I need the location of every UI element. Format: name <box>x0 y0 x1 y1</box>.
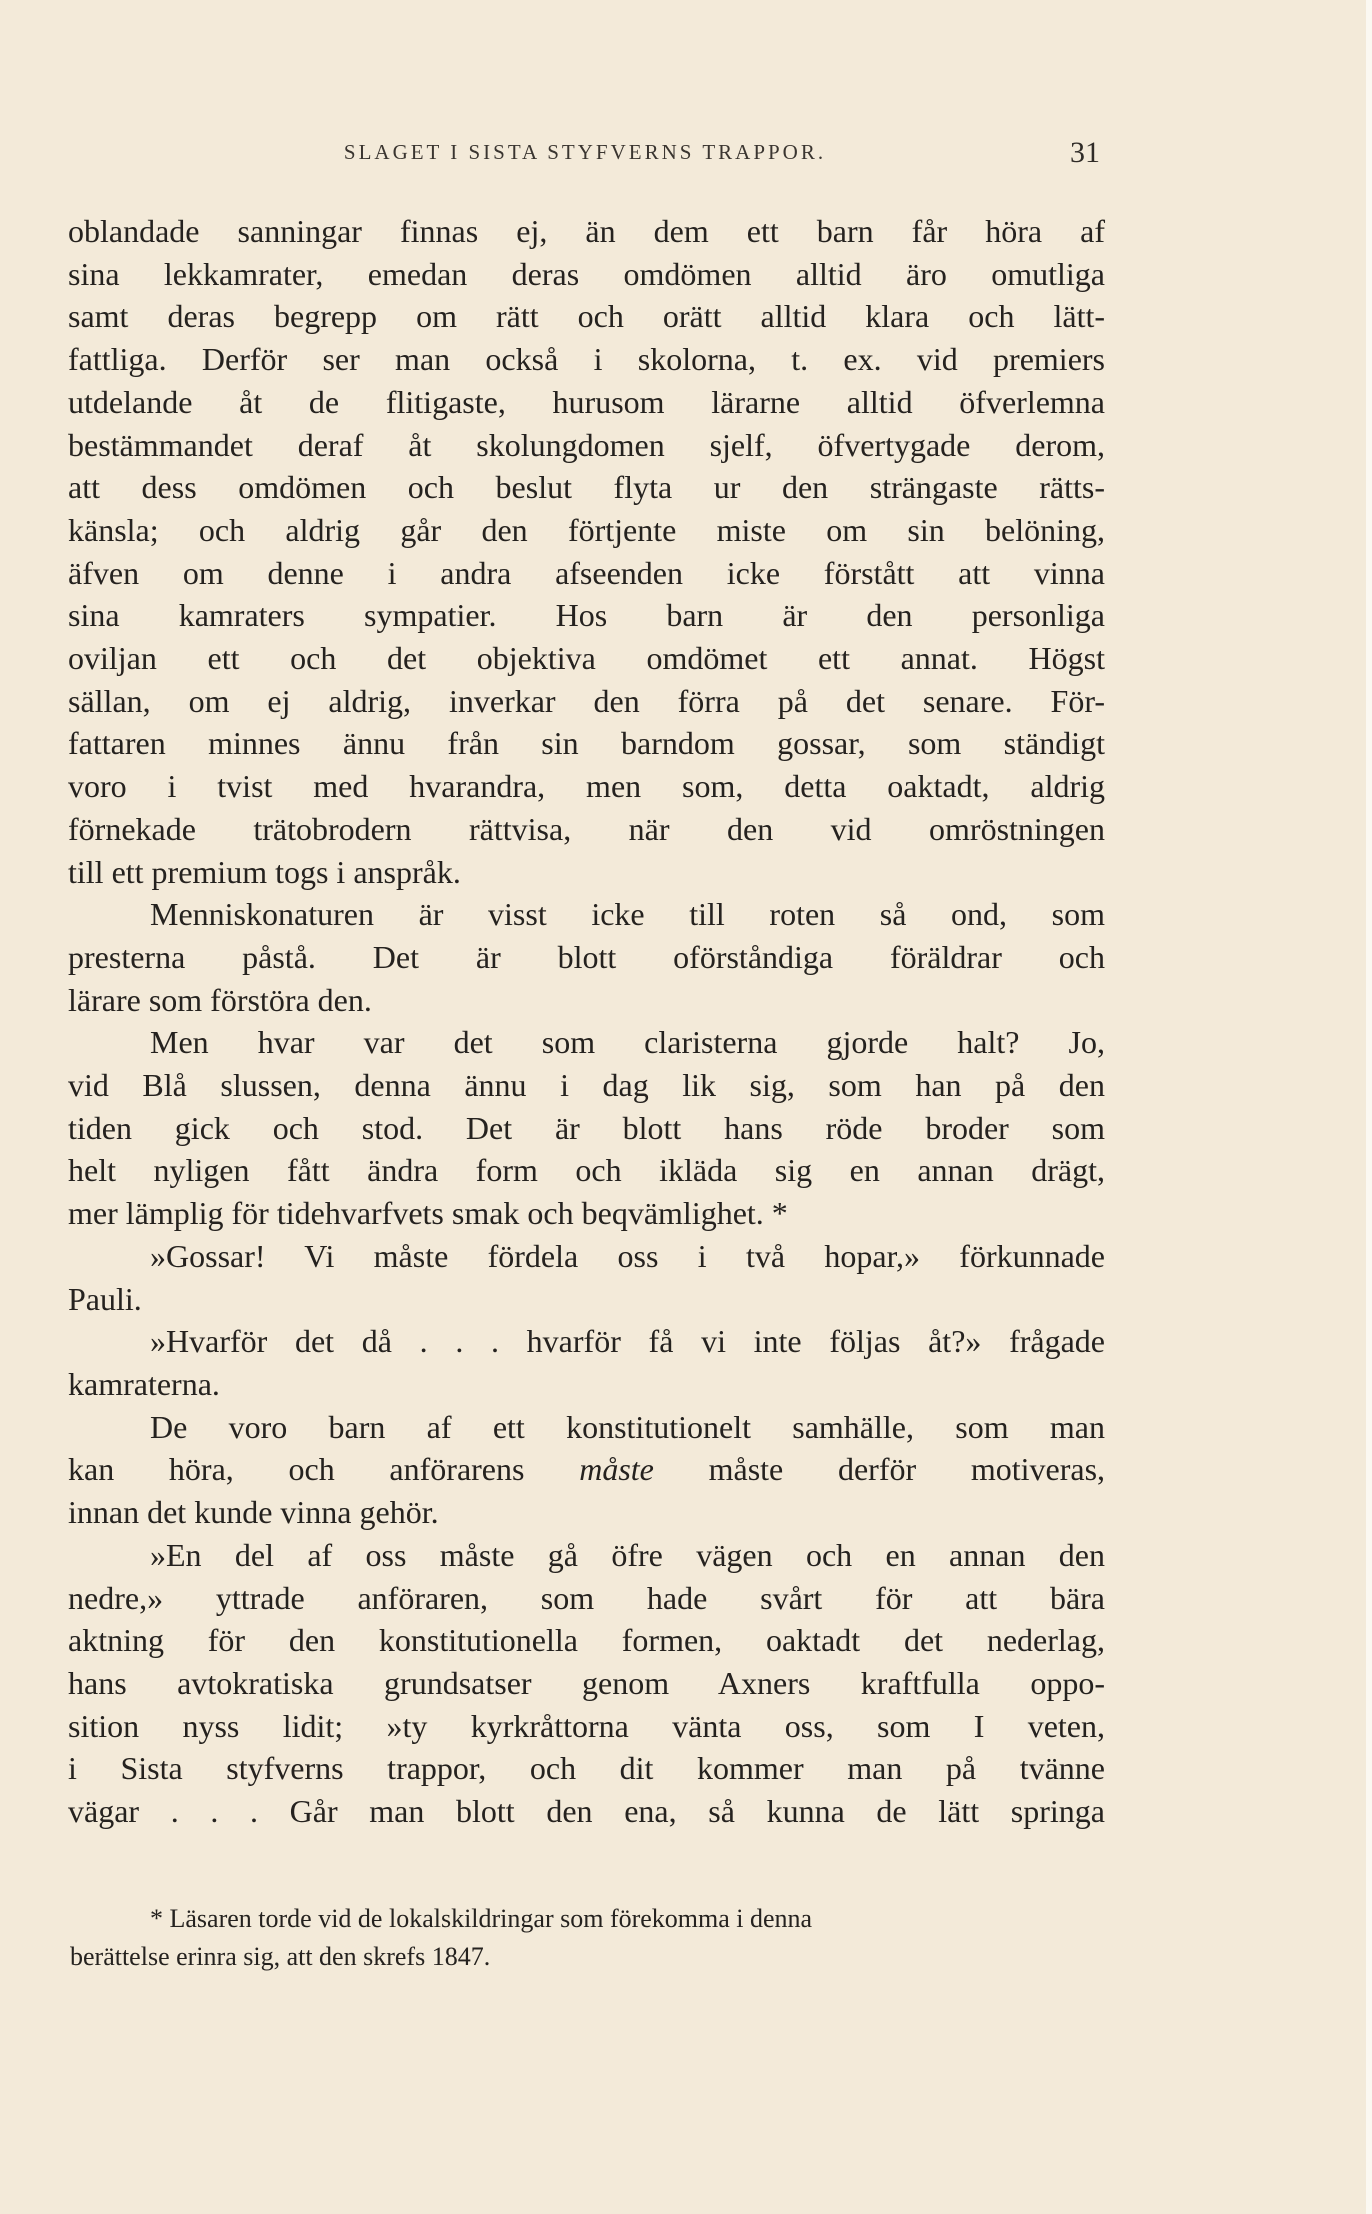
body-text <box>68 210 1105 1833</box>
page-number: 31 <box>1070 136 1100 169</box>
text-line: De voro barn af ett konstitutionelt samhälle, som man <box>150 1408 1105 1445</box>
text-line: presterna påstå. Det är blott oförståndiga föräldrar och <box>68 938 1105 975</box>
text-line: fattaren minnes ännu från sin barndom gossar, som ständigt <box>68 725 1105 762</box>
footnote <box>70 1900 1105 1976</box>
text-line: bestämmandet deraf åt skolungdomen sjelf, öfvertygade derom, <box>68 426 1105 463</box>
text-line: oviljan ett och det objektiva omdömet ett annat. Högst <box>68 640 1105 677</box>
text-line: »Gossar! Vi måste fördela oss i två hopar,» förkunnade <box>150 1237 1105 1274</box>
text-line: sällan, om ej aldrig, inverkar den förra på det senare. För- <box>68 682 1105 719</box>
text-line: kamraterna. <box>68 1365 220 1402</box>
text-line: aktning för den konstitutionella formen, oaktadt det nederlag, <box>68 1622 1105 1659</box>
text-line: lärare som förstöra den. <box>68 981 372 1018</box>
text-line: »En del af oss måste gå öfre vägen och en annan den <box>150 1536 1105 1573</box>
text-segment: måste derför motiveras, <box>708 1451 1106 1488</box>
text-line: äfven om denne i andra afseenden icke förstått att vinna <box>68 554 1105 591</box>
text-line: sina lekkamrater, emedan deras omdömen alltid äro omutliga <box>68 255 1105 292</box>
text-line: i Sista styfverns trappor, och dit kommer man på tvänne <box>68 1750 1105 1787</box>
page-header <box>70 136 1100 180</box>
text-segment: kan höra, och anförarens <box>68 1451 525 1488</box>
text-line: mer lämplig för tidehvarfvets smak och beqvämlighet. * <box>68 1195 788 1232</box>
text-line: oblandade sanningar finnas ej, än dem ett barn får höra af <box>68 213 1105 249</box>
text-line: tiden gick och stod. Det är blott hans röde broder som <box>68 1109 1105 1146</box>
text-line: fattliga. Derför ser man också i skolorna, t. ex. vid premiers <box>68 341 1105 378</box>
text-line: Pauli. <box>68 1280 142 1317</box>
text-line: vid Blå slussen, denna ännu i dag lik sig, som han på den <box>68 1067 1105 1104</box>
text-line: »Hvarför det då . . . hvarför få vi inte följas åt?» frågade <box>150 1323 1105 1360</box>
text-line: vägar . . . Går man blott den ena, så kunna de lätt springa <box>68 1793 1105 1830</box>
text-line: sina kamraters sympatier. Hos barn är den personliga <box>68 597 1105 634</box>
text-line: helt nyligen fått ändra form och ikläda sig en annan drägt, <box>68 1152 1105 1189</box>
text-line-mixed <box>68 1448 1105 1491</box>
text-line: förnekade trätobrodern rättvisa, när den vid omröstningen <box>68 810 1105 847</box>
text-line: sition nyss lidit; »ty kyrkråttorna vänta oss, som I veten, <box>68 1707 1105 1744</box>
text-line: Men hvar var det som claristerna gjorde halt? Jo, <box>150 1024 1105 1061</box>
text-line: Menniskonaturen är visst icke till roten så ond, som <box>150 896 1105 933</box>
text-line: hans avtokratiska grundsatser genom Axners kraftfulla oppo- <box>68 1664 1105 1701</box>
text-line: innan det kunde vinna gehör. <box>68 1494 439 1531</box>
text-line: utdelande åt de flitigaste, hurusom lärarne alltid öfverlemna <box>68 383 1105 420</box>
text-line: nedre,» yttrade anföraren, som hade svårt för att bära <box>68 1579 1105 1616</box>
text-line: att dess omdömen och beslut flyta ur den strängaste rätts- <box>68 469 1105 506</box>
text-line: voro i tvist med hvarandra, men som, detta oaktadt, aldrig <box>68 768 1105 805</box>
running-title: SLAGET I SISTA STYFVERNS TRAPPOR. <box>343 140 827 164</box>
text-line: känsla; och aldrig går den förtjente miste om sin belöning, <box>68 511 1105 548</box>
footnote-line: berättelse erinra sig, att den skrefs 1847. <box>70 1942 491 1971</box>
text-line: samt deras begrepp om rätt och orätt alltid klara och lätt- <box>68 298 1105 335</box>
footnote-line: * Läsaren torde vid de lokalskildringar som förekomma i denna <box>150 1904 813 1933</box>
emphasized-word: måste <box>579 1451 654 1488</box>
text-line: till ett premium togs i anspråk. <box>68 853 461 890</box>
